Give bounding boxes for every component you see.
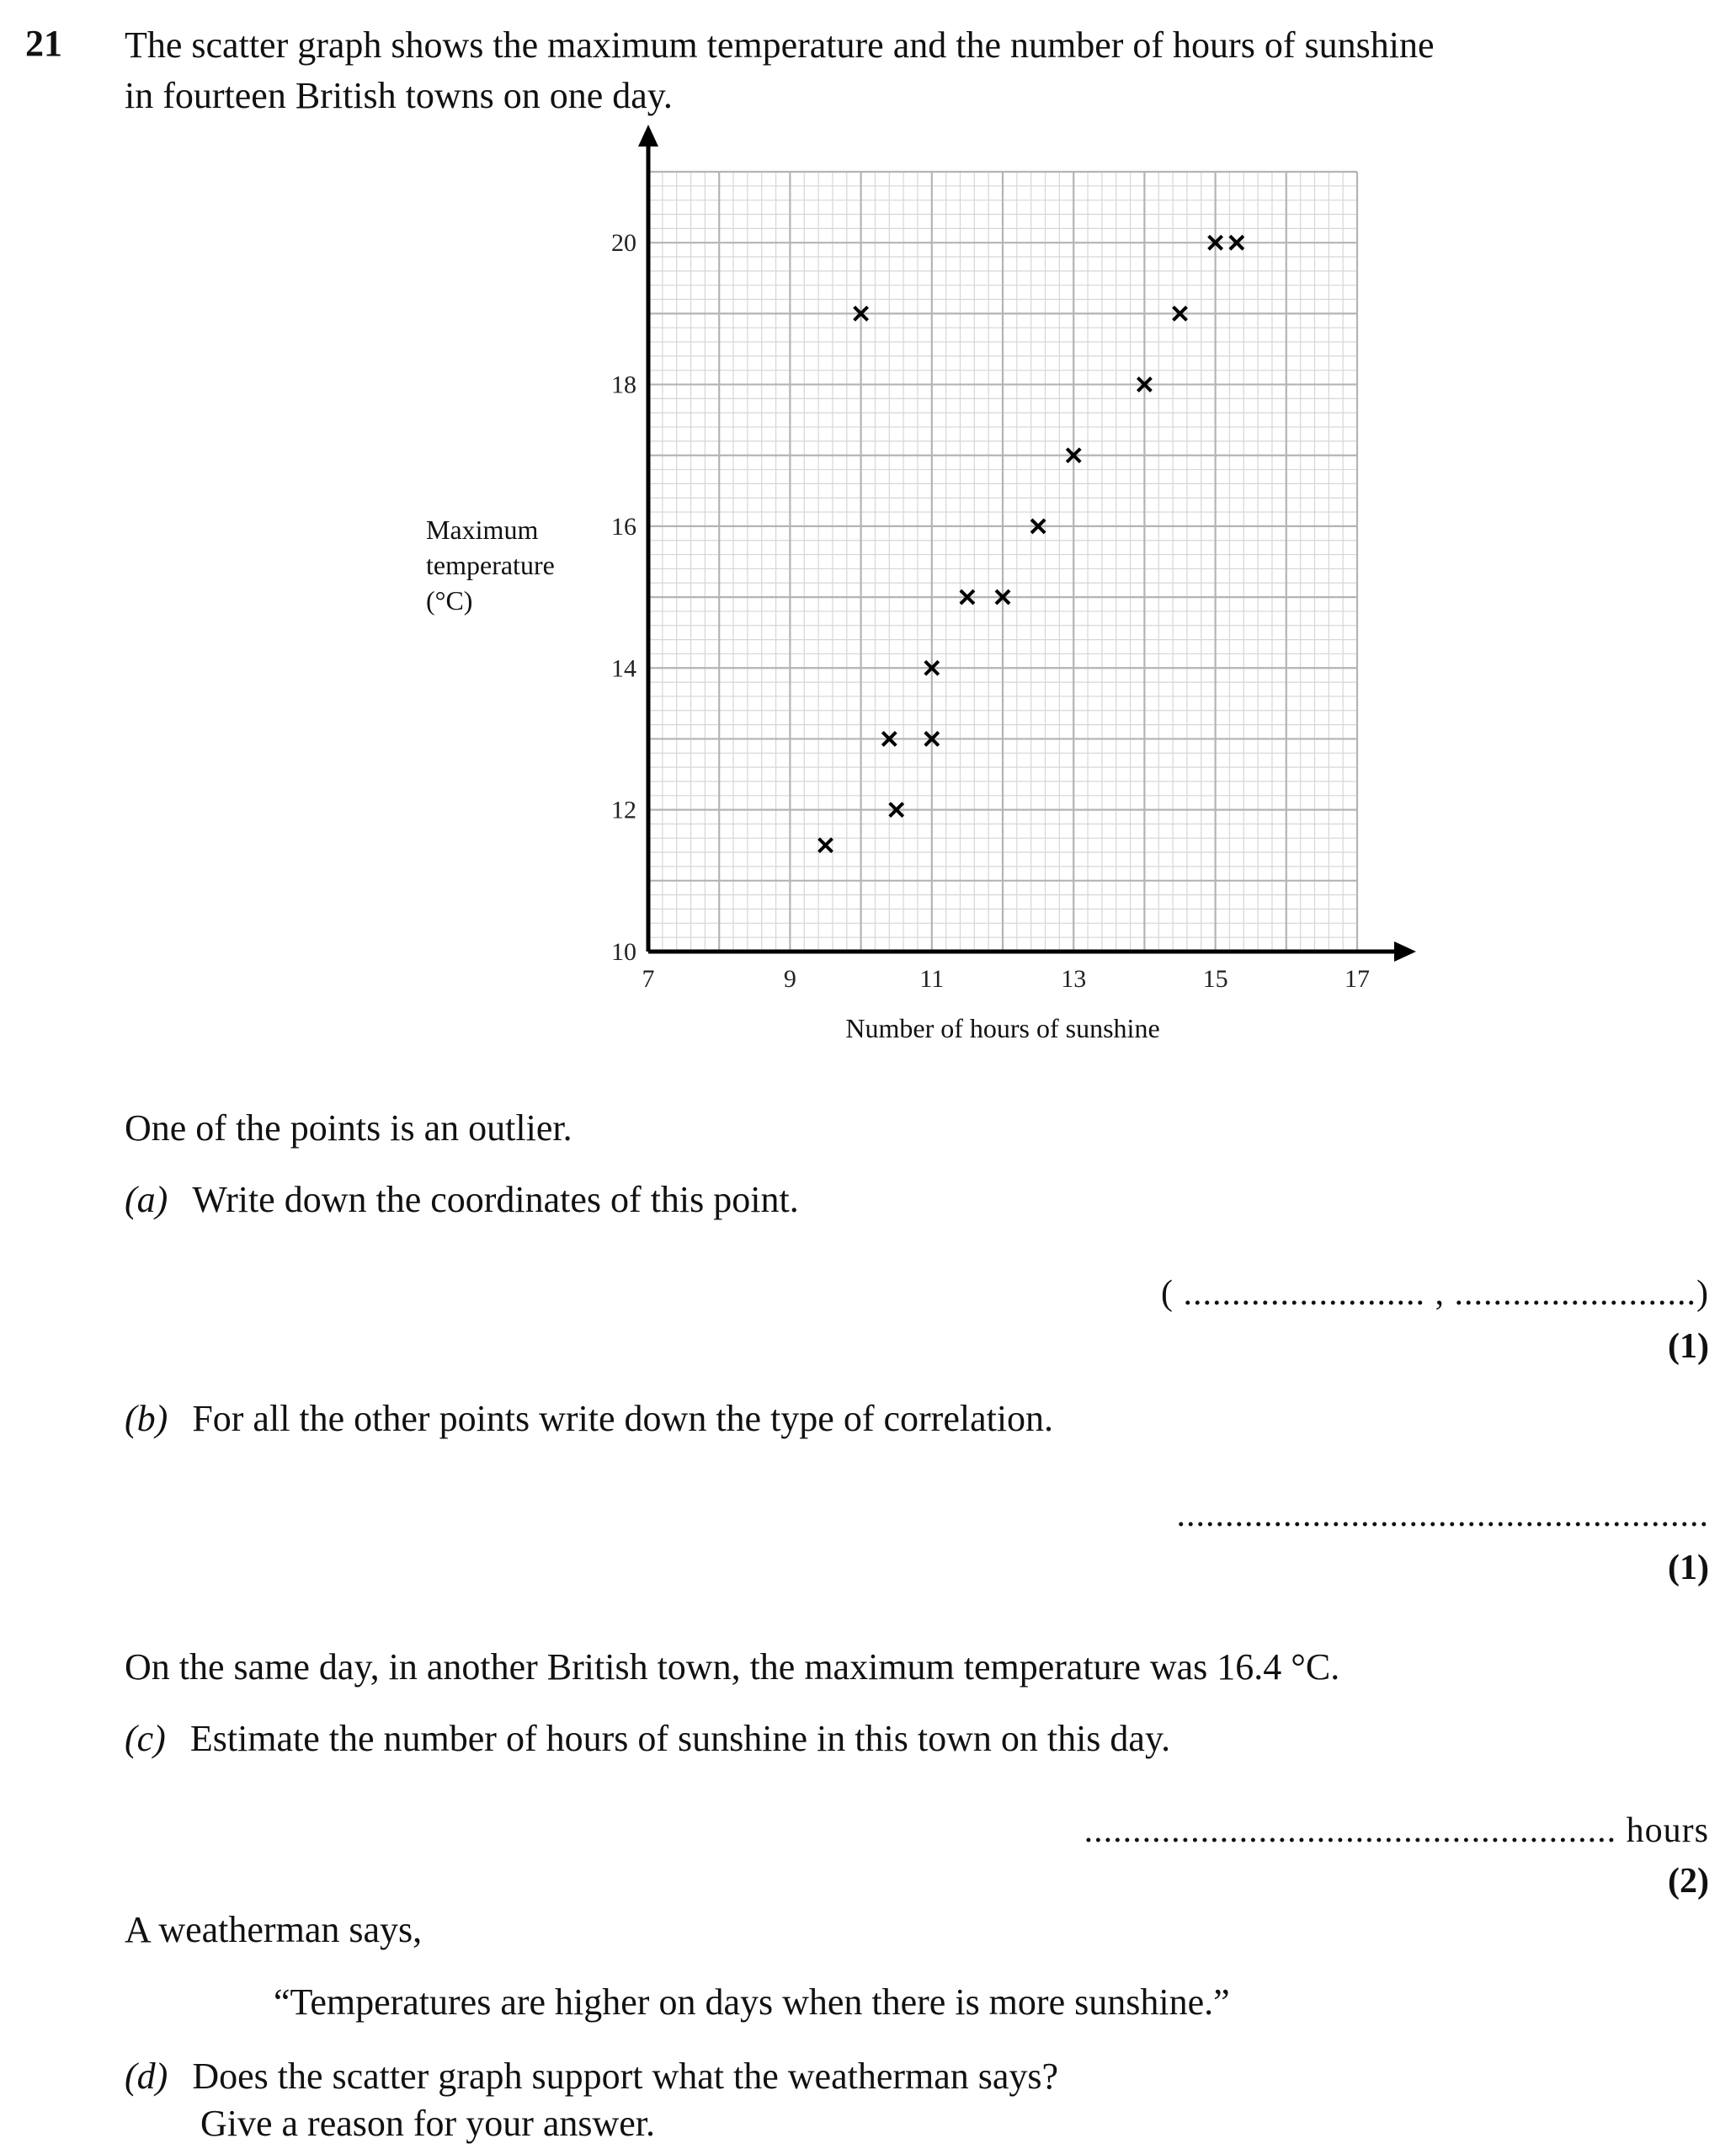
y-axis-title-line: temperature (426, 550, 555, 580)
weatherman-quote: “Temperatures are higher on days when there is more sunshine.” (274, 1981, 1230, 2023)
part-b-text: For all the other points write down the type of correlation. (192, 1398, 1054, 1439)
y-tick-label: 10 (611, 938, 636, 966)
question-intro (125, 20, 1682, 121)
part-c-text: Estimate the number of hours of sunshine in this town on this day. (189, 1718, 1171, 1759)
part-a-text: Write down the coordinates of this point. (192, 1179, 799, 1220)
part-d-label: (d) (125, 2056, 168, 2097)
major-gridlines (648, 172, 1357, 952)
part-a-marks: (1) (1668, 1327, 1709, 1366)
part-a-label: (a) (125, 1179, 168, 1220)
part-b-label: (b) (125, 1398, 168, 1439)
part-c-answer-line[interactable]: ....................................................... hours (1084, 1811, 1709, 1850)
intro-line-1: The scatter graph shows the maximum temperature and the number of hours of sunshine (125, 24, 1435, 66)
part-d (125, 2051, 1058, 2102)
part-d-text-line-2: Give a reason for your answer. (200, 2103, 656, 2144)
x-tick-label: 13 (1061, 965, 1087, 993)
part-b (125, 1394, 1053, 1444)
outlier-statement: One of the points is an outlier. (125, 1107, 572, 1149)
axes (638, 125, 1416, 962)
question-number: 21 (25, 23, 62, 64)
part-c (125, 1714, 1170, 1764)
y-axis-title-line: Maximum (426, 515, 539, 545)
x-axis-arrow (1394, 941, 1416, 962)
part-a-answer-line[interactable]: ( ......................... , .........................) (1161, 1274, 1709, 1313)
data-point (819, 839, 833, 852)
part-b-marks: (1) (1668, 1549, 1709, 1587)
y-tick-label: 20 (611, 229, 636, 258)
y-tick-label: 14 (611, 654, 636, 683)
weatherman-intro: A weatherman says, (125, 1909, 423, 1950)
part-c-label: (c) (125, 1718, 166, 1759)
part-c-marks: (2) (1668, 1862, 1709, 1901)
x-tick-label: 15 (1202, 965, 1228, 993)
part-d-text-line-1: Does the scatter graph support what the weatherman says? (192, 2056, 1059, 2097)
intro-line-2: in fourteen British towns on one day. (125, 75, 673, 116)
y-tick-label: 18 (611, 371, 636, 399)
y-axis-arrow (638, 125, 658, 147)
same-day-statement: On the same day, in another British town, the maximum temperature was 16.4 °C. (125, 1646, 1340, 1688)
x-tick-label: 7 (642, 965, 655, 993)
x-tick-label: 17 (1345, 965, 1370, 993)
part-a (125, 1175, 799, 1225)
part-b-answer-line[interactable]: ....................................................... (1176, 1496, 1709, 1534)
scatter-graph (396, 118, 1440, 1061)
x-tick-label: 9 (783, 965, 796, 993)
y-axis-title (426, 515, 555, 616)
y-axis-title-line: (°C) (426, 585, 473, 616)
y-tick-label: 16 (611, 512, 636, 541)
x-tick-label: 11 (919, 965, 945, 993)
y-tick-label: 12 (611, 796, 636, 824)
x-axis-title: Number of hours of sunshine (845, 1013, 1160, 1043)
